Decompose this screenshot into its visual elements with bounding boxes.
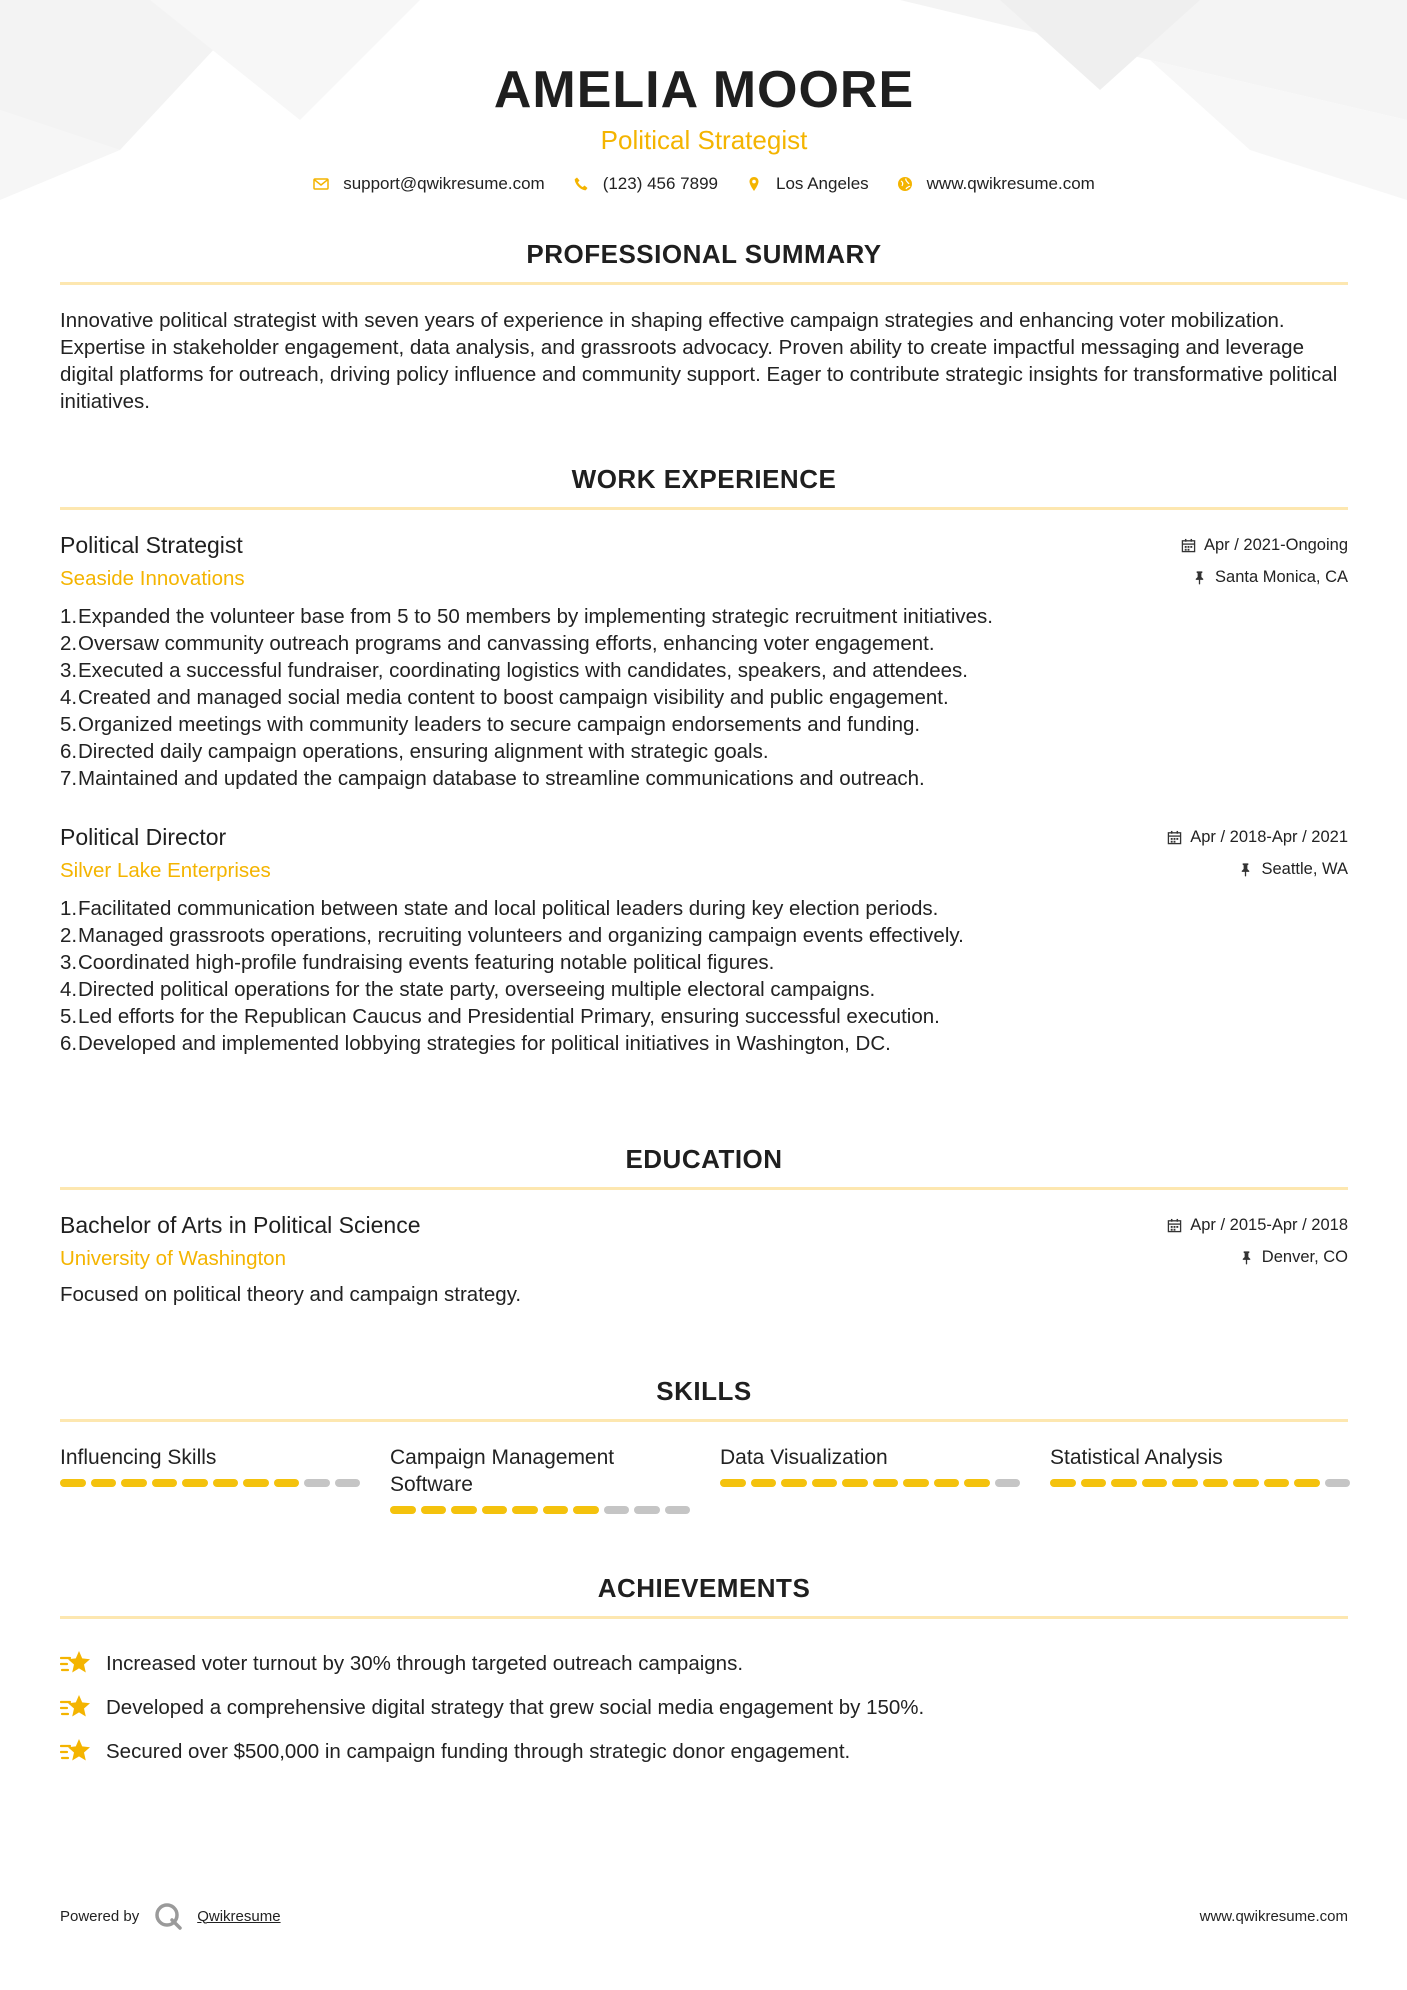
skill-segment-filled [1264,1479,1290,1487]
bullet-text: Created and managed social media content to boost campaign visibility and public engagement. [78,686,949,709]
skill-segment-filled [60,1479,86,1487]
skill-name: Campaign Management Software [390,1446,615,1496]
skill-name: Influencing Skills [60,1446,217,1469]
section-divider [60,1187,1348,1190]
skill-segment-filled [243,1479,269,1487]
bullet-number: 7. [60,767,78,790]
calendar-icon [1167,1218,1182,1233]
skill-segment-filled [1111,1479,1137,1487]
calendar-icon [1167,830,1182,845]
skill-item [60,1444,360,1514]
contact-phone[interactable] [573,174,718,194]
summary-section [60,238,1348,415]
globe-icon [897,176,913,192]
skill-segment-filled [543,1506,569,1514]
skill-segment-filled [213,1479,239,1487]
skill-segment-filled [812,1479,838,1487]
contact-bar [60,174,1348,194]
contact-phone-text: (123) 456 7899 [602,174,719,193]
education-description: Focused on political theory and campaign strategy. [60,1283,522,1306]
skill-segment-filled [182,1479,208,1487]
job-dates [1181,534,1348,556]
bullet-number: 1. [60,897,78,920]
bullet-text: Directed political operations for the state party, overseeing multiple electoral campaigns. [78,978,876,1001]
page-footer [60,1898,1348,1934]
calendar-icon [1181,538,1196,553]
skill-segment-filled [720,1479,746,1487]
skill-segment-filled [1142,1479,1168,1487]
education-location-text: Denver, CO [1261,1248,1348,1266]
section-divider [60,1419,1348,1422]
bullet-number: 3. [60,659,78,682]
skill-segment-filled [1294,1479,1320,1487]
bullet-text: Expanded the volunteer base from 5 to 50 members by implementing strategic recruitment initiatives. [78,605,993,628]
contact-location-text: Los Angeles [776,174,869,193]
list-item [60,738,1348,765]
summary-text: Innovative political strategist with seven years of experience in shaping effective campaign strategies and enhancing voter mobilization. Expertise in stakeholder engagement, data analysis, and grassroots advocacy. Proven ability to create impactful messaging and leverage digital platforms for outreach, driving policy influence and community support. Eager to contribute strategic insights for transformative political initiatives. [60,309,1338,413]
skill-segment-filled [152,1479,178,1487]
job-entry [60,530,1348,792]
bullet-text: Directed daily campaign operations, ensuring alignment with strategic goals. [78,740,769,763]
achievements-list [60,1641,1348,1773]
list-item [60,684,1348,711]
skill-name: Data Visualization [720,1446,888,1469]
list-item [60,1030,1348,1057]
bullet-text: Organized meetings with community leaders to secure campaign endorsements and funding. [78,713,921,736]
education-section [60,1143,1348,1308]
skill-segment-filled [842,1479,868,1487]
bullet-text: Facilitated communication between state and local political leaders during key election periods. [78,897,939,920]
skill-segment-filled [573,1506,599,1514]
bullet-number: 1. [60,605,78,628]
powered-by [60,1901,281,1931]
skills-grid [60,1444,1348,1514]
experience-section [60,463,1348,1057]
shooting-star-icon [60,1737,92,1765]
skill-rating-bar [720,1479,1020,1487]
list-item [60,1685,1348,1729]
bullet-number: 5. [60,713,78,736]
skill-segment-filled [451,1506,477,1514]
education-entry [60,1210,1348,1308]
list-item [60,895,1348,922]
skills-section [60,1375,1348,1514]
resume-page [60,0,1348,1990]
phone-icon [573,176,589,192]
bullet-text: Maintained and updated the campaign database to streamline communications and outreach. [78,767,925,790]
job-bullets [60,895,1348,1057]
skill-segment-empty [604,1506,630,1514]
skill-segment-empty [634,1506,660,1514]
bullet-text: Managed grassroots operations, recruiting volunteers and organizing campaign events effectively. [78,924,964,947]
job-title: Political Director [60,824,227,850]
degree-title: Bachelor of Arts in Political Science [60,1212,421,1238]
job-company: Seaside Innovations [60,567,245,590]
skill-segment-filled [421,1506,447,1514]
bullet-number: 5. [60,1005,78,1028]
skill-segment-filled [781,1479,807,1487]
bullet-text: Developed and implemented lobbying strategies for political initiatives in Washington, DC. [78,1032,891,1055]
section-title-experience: WORK EXPERIENCE [571,464,837,494]
skill-segment-filled [91,1479,117,1487]
list-item [60,765,1348,792]
achievement-text: Developed a comprehensive digital strategy that grew social media engagement by 150%. [106,1695,925,1719]
job-company: Silver Lake Enterprises [60,859,271,882]
skill-segment-filled [390,1506,416,1514]
job-location-text: Santa Monica, CA [1215,568,1348,586]
section-divider [60,1616,1348,1619]
education-dates-text: Apr / 2015-Apr / 2018 [1190,1216,1348,1234]
skill-segment-filled [274,1479,300,1487]
school-name: University of Washington [60,1247,286,1270]
job-bullets [60,603,1348,792]
skill-segment-filled [1172,1479,1198,1487]
skill-segment-filled [751,1479,777,1487]
achievements-section [60,1572,1348,1773]
list-item [60,711,1348,738]
bullet-number: 3. [60,951,78,974]
list-item [60,922,1348,949]
contact-email[interactable] [313,174,545,194]
achievement-text: Secured over $500,000 in campaign funding through strategic donor engagement. [106,1739,851,1763]
contact-email-text: support@qwikresume.com [343,174,545,193]
skill-segment-filled [1203,1479,1229,1487]
skill-segment-filled [1050,1479,1076,1487]
envelope-icon [313,176,329,192]
brand-link[interactable]: Qwikresume [197,1907,281,1925]
list-item [60,1729,1348,1773]
shooting-star-icon [60,1693,92,1721]
list-item [60,1003,1348,1030]
skill-rating-bar [390,1506,690,1514]
bullet-text: Executed a successful fundraiser, coordinating logistics with candidates, speakers, and attendees. [78,659,968,682]
skill-segment-filled [903,1479,929,1487]
skill-item [1050,1444,1350,1514]
list-item [60,630,1348,657]
skill-segment-empty [1325,1479,1351,1487]
job-dates-text: Apr / 2018-Apr / 2021 [1190,828,1348,846]
job-entry [60,822,1348,1057]
skill-segment-filled [121,1479,147,1487]
education-location [1167,1246,1348,1268]
skill-item [720,1444,1020,1514]
skill-segment-filled [1081,1479,1107,1487]
list-item [60,949,1348,976]
qwikresume-logo-icon [153,1901,183,1931]
skill-segment-filled [964,1479,990,1487]
candidate-role: Political Strategist [600,125,808,155]
contact-website-text: www.qwikresume.com [926,174,1095,193]
job-location-text: Seattle, WA [1261,860,1348,878]
list-item [60,976,1348,1003]
skill-segment-filled [873,1479,899,1487]
map-pin-icon [746,176,762,192]
list-item [60,657,1348,684]
contact-location [746,174,869,194]
section-title-education: EDUCATION [625,1144,783,1174]
skill-segment-empty [995,1479,1021,1487]
job-title: Political Strategist [60,532,243,558]
job-dates-text: Apr / 2021-Ongoing [1203,536,1348,554]
resume-header [60,0,1348,194]
job-dates [1167,826,1348,848]
bullet-number: 6. [60,740,78,763]
skill-segment-filled [512,1506,538,1514]
section-title-summary: PROFESSIONAL SUMMARY [526,239,882,269]
education-meta [1167,1214,1348,1268]
list-item [60,603,1348,630]
bullet-text: Led efforts for the Republican Caucus and Presidential Primary, ensuring successful execution. [78,1005,940,1028]
pushpin-icon [1239,1250,1254,1265]
education-dates [1167,1214,1348,1236]
section-title-achievements: ACHIEVEMENTS [597,1573,811,1603]
job-meta [1181,534,1348,588]
candidate-name: AMELIA MOORE [493,61,915,119]
powered-by-label: Powered by [60,1907,140,1925]
job-location [1181,566,1348,588]
skill-segment-empty [665,1506,691,1514]
pushpin-icon [1238,862,1253,877]
contact-website[interactable] [897,174,1095,194]
section-title-skills: SKILLS [656,1376,752,1406]
footer-website-link[interactable]: www.qwikresume.com [1199,1907,1348,1925]
skill-rating-bar [1050,1479,1350,1487]
section-divider [60,282,1348,285]
bullet-number: 4. [60,686,78,709]
job-location [1167,858,1348,880]
bullet-text: Coordinated high-profile fundraising events featuring notable political figures. [78,951,775,974]
skill-segment-filled [482,1506,508,1514]
job-meta [1167,826,1348,880]
skill-segment-empty [335,1479,361,1487]
skill-name: Statistical Analysis [1050,1446,1223,1469]
skill-item [390,1444,690,1514]
bullet-number: 4. [60,978,78,1001]
skill-segment-filled [934,1479,960,1487]
bullet-number: 2. [60,924,78,947]
pushpin-icon [1192,570,1207,585]
achievement-text: Increased voter turnout by 30% through targeted outreach campaigns. [106,1651,744,1675]
list-item [60,1641,1348,1685]
section-divider [60,507,1348,510]
skill-segment-empty [304,1479,330,1487]
skill-segment-filled [1233,1479,1259,1487]
shooting-star-icon [60,1649,92,1677]
skill-rating-bar [60,1479,360,1487]
bullet-number: 6. [60,1032,78,1055]
bullet-text: Oversaw community outreach programs and canvassing efforts, enhancing voter engagement. [78,632,935,655]
bullet-number: 2. [60,632,78,655]
